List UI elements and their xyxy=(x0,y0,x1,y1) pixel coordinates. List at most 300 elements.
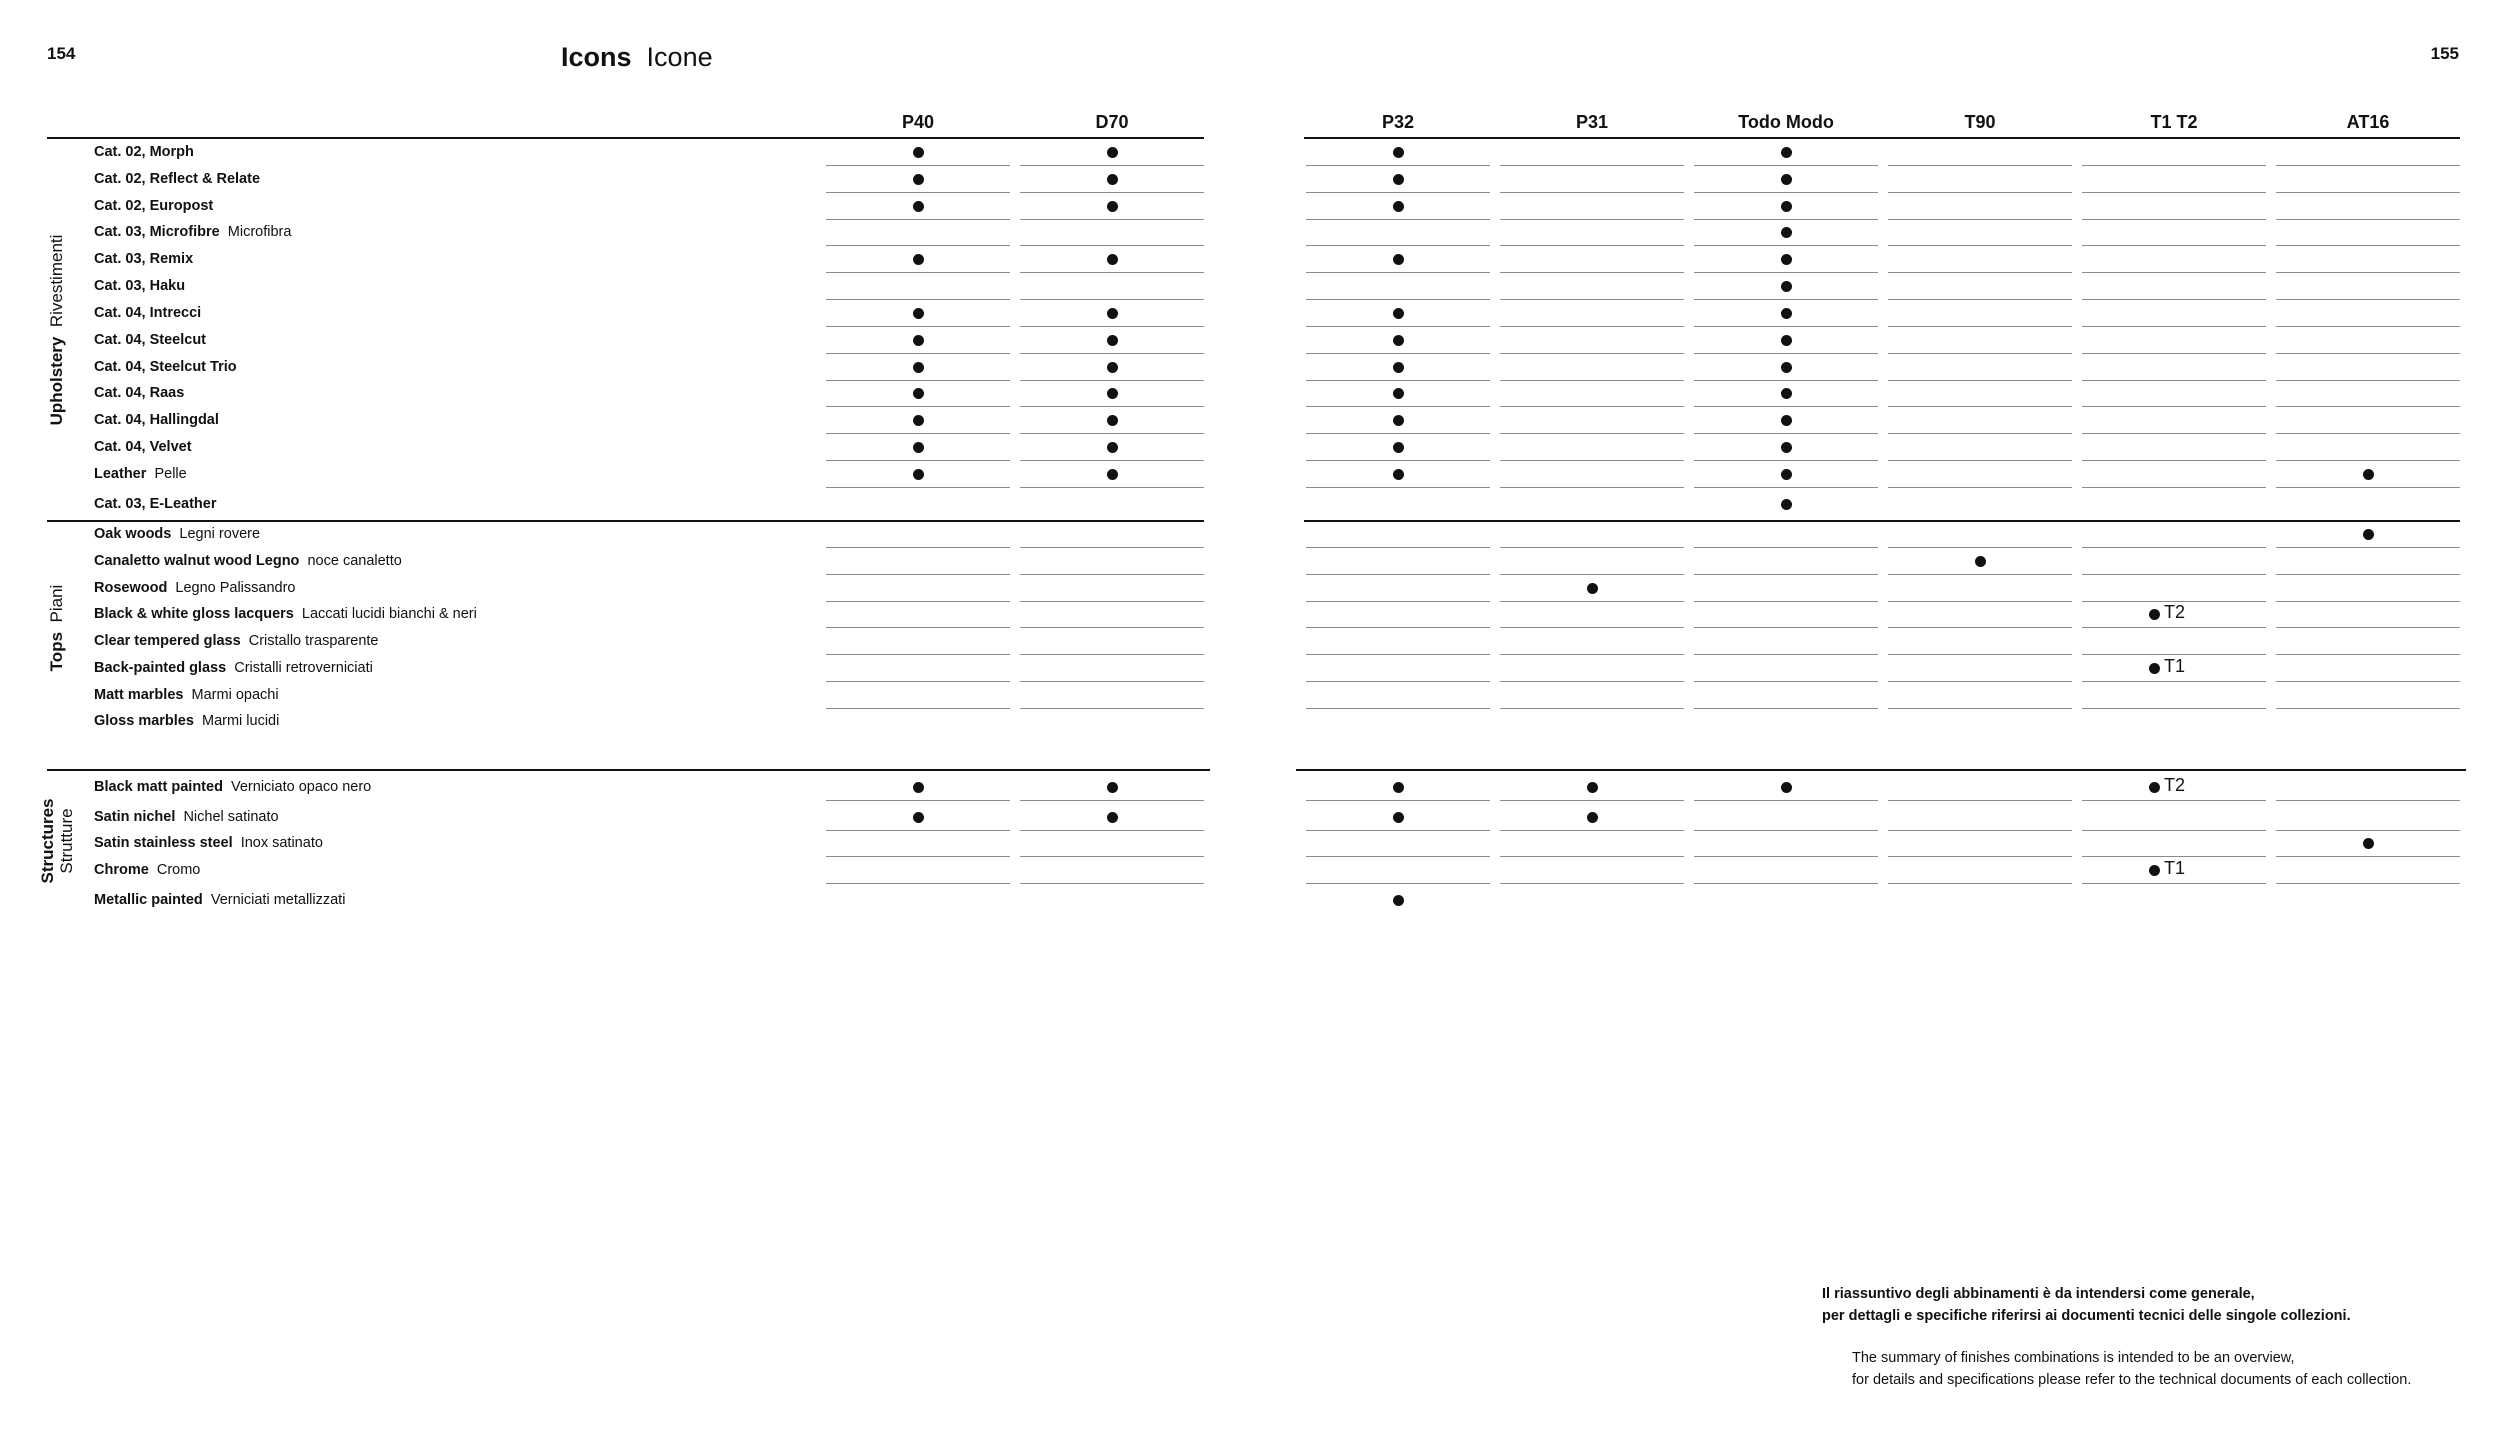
row-rule xyxy=(2082,299,2266,300)
row-label-it: Cristalli retroverniciati xyxy=(234,660,373,676)
section-label-en: Tops xyxy=(47,631,66,672)
row-rule xyxy=(826,406,1010,407)
row-rule xyxy=(1306,708,1490,709)
row-rule xyxy=(2276,272,2460,273)
row-rule xyxy=(2276,406,2460,407)
row-rule xyxy=(1020,299,1204,300)
availability-dot xyxy=(1107,308,1118,319)
section-label-it: Piani xyxy=(47,584,66,623)
row-label-it: Legni rovere xyxy=(179,526,261,542)
availability-dot xyxy=(1781,415,1792,426)
availability-dot xyxy=(913,174,924,185)
row-label-it: Verniciati metallizzati xyxy=(210,892,346,908)
column-header: T1 T2 xyxy=(2150,112,2198,132)
row-label-en: Satin nichel xyxy=(94,809,176,825)
row-rule xyxy=(2276,353,2460,354)
availability-dot xyxy=(1107,782,1118,793)
row-rule xyxy=(1500,883,1684,884)
row-rule xyxy=(1020,460,1204,461)
row-label-en: Cat. 04, Velvet xyxy=(94,439,192,455)
row-rule xyxy=(1306,326,1490,327)
row-label-en: Cat. 04, Steelcut Trio xyxy=(94,359,237,375)
footnote-italian xyxy=(1822,1283,2351,1327)
row-rule xyxy=(1694,883,1878,884)
row-rule xyxy=(1306,460,1490,461)
section-divider xyxy=(47,520,1204,522)
row-rule xyxy=(2082,883,2266,884)
row-label-it: Verniciato opaco nero xyxy=(230,779,372,795)
header-rule xyxy=(1304,137,2460,139)
row-rule xyxy=(1694,856,1878,857)
row-rule xyxy=(1306,883,1490,884)
availability-dot xyxy=(1393,442,1404,453)
section-label xyxy=(38,691,76,991)
row-label-it: Legno Palissandro xyxy=(175,580,296,596)
availability-dot xyxy=(1781,254,1792,265)
row-rule xyxy=(1500,654,1684,655)
row-label-en: Matt marbles xyxy=(94,687,184,703)
row-rule xyxy=(826,681,1010,682)
section-divider xyxy=(47,769,1210,771)
row-rule xyxy=(1306,681,1490,682)
section-label xyxy=(47,180,67,480)
row-label-it: noce canaletto xyxy=(307,553,402,569)
row-rule xyxy=(1020,245,1204,246)
row-rule xyxy=(1888,574,2072,575)
availability-dot xyxy=(1107,442,1118,453)
row-rule xyxy=(1306,380,1490,381)
row-rule xyxy=(1020,856,1204,857)
row-rule xyxy=(1500,326,1684,327)
row-rule xyxy=(2276,219,2460,220)
availability-dot xyxy=(1587,583,1598,594)
row-label-en: Cat. 04, Hallingdal xyxy=(94,412,219,428)
row-rule xyxy=(1694,708,1878,709)
row-rule xyxy=(2276,487,2460,488)
row-label xyxy=(94,437,192,457)
row-rule xyxy=(1888,219,2072,220)
row-rule xyxy=(1888,708,2072,709)
availability-dot xyxy=(1107,335,1118,346)
row-rule xyxy=(1020,433,1204,434)
row-rule xyxy=(1500,460,1684,461)
row-rule xyxy=(2276,380,2460,381)
row-rule xyxy=(826,165,1010,166)
row-rule xyxy=(1306,245,1490,246)
row-label xyxy=(94,169,260,189)
row-rule xyxy=(1500,380,1684,381)
row-rule xyxy=(2082,856,2266,857)
row-rule xyxy=(1694,192,1878,193)
row-rule xyxy=(1694,654,1878,655)
row-rule xyxy=(2082,406,2266,407)
row-rule xyxy=(1500,601,1684,602)
row-label xyxy=(94,777,371,797)
row-label-en: Leather xyxy=(94,466,147,482)
row-rule xyxy=(2082,708,2266,709)
availability-dot xyxy=(1107,388,1118,399)
availability-dot xyxy=(1393,388,1404,399)
row-label-en: Cat. 02, Europost xyxy=(94,198,214,214)
availability-dot xyxy=(2149,609,2160,620)
row-label-en: Cat. 03, Remix xyxy=(94,251,194,267)
row-rule xyxy=(1500,487,1684,488)
availability-dot xyxy=(1393,335,1404,346)
row-rule xyxy=(2082,353,2266,354)
row-rule xyxy=(1500,353,1684,354)
row-rule xyxy=(1020,574,1204,575)
variant-label: T2 xyxy=(2164,602,2186,622)
section-label-en: Structures xyxy=(38,798,57,884)
row-label-it: Marmi lucidi xyxy=(202,713,280,729)
row-rule xyxy=(826,800,1010,801)
row-label-it: Inox satinato xyxy=(240,835,323,851)
section-label-it: Rivestimenti xyxy=(47,234,66,328)
availability-dot xyxy=(913,201,924,212)
row-rule xyxy=(826,601,1010,602)
column-header: P31 xyxy=(1575,112,1609,132)
row-rule xyxy=(2082,380,2266,381)
row-label xyxy=(94,711,279,731)
row-rule xyxy=(826,219,1010,220)
availability-dot xyxy=(913,254,924,265)
availability-dot xyxy=(1107,201,1118,212)
availability-dot xyxy=(1393,308,1404,319)
availability-dot xyxy=(1587,782,1598,793)
row-rule xyxy=(1306,574,1490,575)
row-rule xyxy=(1306,299,1490,300)
row-rule xyxy=(1306,856,1490,857)
row-rule xyxy=(1306,654,1490,655)
row-rule xyxy=(2082,272,2266,273)
row-label-en: Cat. 04, Intrecci xyxy=(94,305,202,321)
availability-dot xyxy=(1393,812,1404,823)
row-rule xyxy=(1500,219,1684,220)
row-label xyxy=(94,249,193,269)
row-rule xyxy=(2082,654,2266,655)
row-rule xyxy=(1500,245,1684,246)
row-label xyxy=(94,410,219,430)
availability-dot xyxy=(1781,499,1792,510)
section-label-en: Upholstery xyxy=(47,336,66,426)
availability-dot xyxy=(2363,838,2374,849)
column-header: T90 xyxy=(1964,112,1996,132)
row-rule xyxy=(1306,830,1490,831)
row-label-en: Chrome xyxy=(94,862,149,878)
row-rule xyxy=(1306,627,1490,628)
row-rule xyxy=(826,433,1010,434)
row-rule xyxy=(1694,299,1878,300)
row-rule xyxy=(1500,856,1684,857)
row-rule xyxy=(2082,192,2266,193)
row-label-it: Laccati lucidi bianchi & neri xyxy=(301,606,477,622)
footnote-italian-line: per dettagli e specifiche riferirsi ai documenti tecnici delle singole collezioni. xyxy=(1822,1308,2351,1324)
section-label-it: Strutture xyxy=(57,808,76,874)
row-rule xyxy=(2276,654,2460,655)
row-rule xyxy=(1500,627,1684,628)
row-label xyxy=(94,494,217,514)
footnote-italian-line: Il riassuntivo degli abbinamenti è da intendersi come generale, xyxy=(1822,1286,2255,1302)
row-label xyxy=(94,807,279,827)
availability-dot xyxy=(1781,362,1792,373)
row-rule xyxy=(826,487,1010,488)
page-title-it: Icone xyxy=(646,42,713,72)
row-label-en: Cat. 04, Raas xyxy=(94,385,185,401)
row-rule xyxy=(1020,601,1204,602)
availability-dot xyxy=(1781,174,1792,185)
availability-dot xyxy=(1393,147,1404,158)
availability-dot xyxy=(1393,895,1404,906)
row-rule xyxy=(826,627,1010,628)
row-rule xyxy=(1306,487,1490,488)
row-label-en: Cat. 03, Haku xyxy=(94,278,186,294)
row-rule xyxy=(1694,380,1878,381)
availability-dot xyxy=(2149,865,2160,876)
row-label xyxy=(94,222,291,242)
row-rule xyxy=(826,830,1010,831)
row-rule xyxy=(2276,433,2460,434)
availability-dot xyxy=(1975,556,1986,567)
row-rule xyxy=(826,883,1010,884)
column-header: P40 xyxy=(901,112,935,132)
row-rule xyxy=(1020,380,1204,381)
row-rule xyxy=(1694,574,1878,575)
section-divider xyxy=(1296,769,2466,771)
availability-dot xyxy=(1107,254,1118,265)
row-rule xyxy=(2276,165,2460,166)
row-rule xyxy=(1888,830,2072,831)
availability-dot xyxy=(1107,415,1118,426)
availability-dot xyxy=(1393,415,1404,426)
row-rule xyxy=(1500,406,1684,407)
row-rule xyxy=(2276,681,2460,682)
row-rule xyxy=(1020,487,1204,488)
row-rule xyxy=(1020,627,1204,628)
row-rule xyxy=(2276,245,2460,246)
row-label-en: Clear tempered glass xyxy=(94,633,241,649)
row-label xyxy=(94,551,402,571)
row-rule xyxy=(1694,165,1878,166)
row-rule xyxy=(2082,547,2266,548)
row-rule xyxy=(1694,272,1878,273)
row-rule xyxy=(826,574,1010,575)
availability-dot xyxy=(2149,782,2160,793)
row-label-en: Gloss marbles xyxy=(94,713,194,729)
row-rule xyxy=(2276,627,2460,628)
availability-dot xyxy=(1393,201,1404,212)
availability-dot xyxy=(1393,174,1404,185)
availability-dot xyxy=(1107,147,1118,158)
row-rule xyxy=(1020,165,1204,166)
row-rule xyxy=(826,353,1010,354)
row-label-en: Cat. 04, Steelcut xyxy=(94,332,207,348)
row-rule xyxy=(2082,800,2266,801)
row-rule xyxy=(1306,601,1490,602)
page-number-right: 155 xyxy=(2430,44,2459,63)
row-rule xyxy=(1694,800,1878,801)
availability-dot xyxy=(1107,812,1118,823)
row-rule xyxy=(1306,192,1490,193)
row-label-it: Marmi opachi xyxy=(191,687,279,703)
row-rule xyxy=(826,272,1010,273)
availability-dot xyxy=(1781,335,1792,346)
row-rule xyxy=(1888,272,2072,273)
row-rule xyxy=(1500,272,1684,273)
row-rule xyxy=(2082,165,2266,166)
column-header: AT16 xyxy=(2346,112,2390,132)
row-rule xyxy=(1694,433,1878,434)
column-header: Todo Modo xyxy=(1738,112,1834,132)
row-rule xyxy=(1694,219,1878,220)
row-rule xyxy=(1888,883,2072,884)
row-rule xyxy=(2082,326,2266,327)
row-rule xyxy=(1888,380,2072,381)
row-rule xyxy=(1694,601,1878,602)
row-label xyxy=(94,631,379,651)
row-rule xyxy=(1888,165,2072,166)
variant-label: T1 xyxy=(2164,858,2186,878)
row-rule xyxy=(1888,460,2072,461)
page-title-en: Icons xyxy=(561,42,632,72)
row-rule xyxy=(1020,708,1204,709)
variant-label: T2 xyxy=(2164,775,2186,795)
availability-dot xyxy=(1781,442,1792,453)
row-rule xyxy=(826,380,1010,381)
row-label xyxy=(94,685,279,705)
availability-dot xyxy=(1781,308,1792,319)
row-rule xyxy=(1694,326,1878,327)
row-label-it: Cromo xyxy=(156,862,201,878)
availability-dot xyxy=(913,147,924,158)
row-rule xyxy=(2276,326,2460,327)
row-label xyxy=(94,276,185,296)
row-rule xyxy=(826,326,1010,327)
row-rule xyxy=(1020,406,1204,407)
availability-dot xyxy=(1781,227,1792,238)
row-label-it: Microfibra xyxy=(227,224,292,240)
row-rule xyxy=(1694,406,1878,407)
variant-label: T1 xyxy=(2164,656,2186,676)
row-label-en: Back-painted glass xyxy=(94,660,227,676)
row-rule xyxy=(826,299,1010,300)
availability-dot xyxy=(1781,782,1792,793)
row-rule xyxy=(1888,800,2072,801)
row-label-it: Pelle xyxy=(154,466,187,482)
row-label xyxy=(94,658,373,678)
row-rule xyxy=(1306,800,1490,801)
row-rule xyxy=(1020,353,1204,354)
row-rule xyxy=(1694,353,1878,354)
row-label-en: Cat. 02, Reflect & Relate xyxy=(94,171,261,187)
row-label-en: Satin stainless steel xyxy=(94,835,233,851)
page-title xyxy=(561,42,713,73)
row-rule xyxy=(1888,192,2072,193)
row-rule xyxy=(1500,708,1684,709)
row-rule xyxy=(1500,433,1684,434)
row-rule xyxy=(2276,708,2460,709)
row-rule xyxy=(2082,627,2266,628)
availability-dot xyxy=(1107,174,1118,185)
row-rule xyxy=(826,547,1010,548)
row-rule xyxy=(1306,272,1490,273)
row-rule xyxy=(1020,326,1204,327)
row-rule xyxy=(2082,245,2266,246)
row-rule xyxy=(1694,245,1878,246)
availability-dot xyxy=(1781,388,1792,399)
row-label xyxy=(94,383,184,403)
row-label xyxy=(94,604,477,624)
row-rule xyxy=(1888,654,2072,655)
row-label xyxy=(94,890,345,910)
row-rule xyxy=(1020,830,1204,831)
row-rule xyxy=(1306,406,1490,407)
row-rule xyxy=(1888,627,2072,628)
row-label-en: Metallic painted xyxy=(94,892,203,908)
row-rule xyxy=(2276,883,2460,884)
row-rule xyxy=(1694,460,1878,461)
row-rule xyxy=(1888,245,2072,246)
row-rule xyxy=(1888,681,2072,682)
row-label-en: Cat. 03, Microfibre xyxy=(94,224,220,240)
row-label xyxy=(94,464,187,484)
row-rule xyxy=(1694,681,1878,682)
row-label xyxy=(94,524,260,544)
row-rule xyxy=(2082,487,2266,488)
availability-dot xyxy=(1107,362,1118,373)
row-rule xyxy=(1500,830,1684,831)
row-rule xyxy=(2276,299,2460,300)
availability-dot xyxy=(1781,147,1792,158)
row-rule xyxy=(1888,406,2072,407)
row-rule xyxy=(1500,547,1684,548)
row-rule xyxy=(2276,574,2460,575)
row-rule xyxy=(826,654,1010,655)
row-rule xyxy=(1306,353,1490,354)
row-rule xyxy=(1500,800,1684,801)
availability-dot xyxy=(1587,812,1598,823)
header-rule xyxy=(47,137,1204,139)
availability-dot xyxy=(1781,469,1792,480)
row-rule xyxy=(826,192,1010,193)
row-rule xyxy=(826,856,1010,857)
row-label-en: Oak woods xyxy=(94,526,172,542)
row-rule xyxy=(1888,433,2072,434)
row-rule xyxy=(1020,547,1204,548)
row-label-it: Cristallo trasparente xyxy=(248,633,379,649)
availability-dot xyxy=(1781,281,1792,292)
availability-dot xyxy=(2363,469,2374,480)
row-rule xyxy=(1888,299,2072,300)
row-label-en: Cat. 03, E-Leather xyxy=(94,496,217,512)
row-label xyxy=(94,330,206,350)
row-rule xyxy=(1888,353,2072,354)
row-rule xyxy=(2082,460,2266,461)
row-label xyxy=(94,578,296,598)
row-rule xyxy=(1020,272,1204,273)
row-rule xyxy=(1888,487,2072,488)
availability-dot xyxy=(1781,201,1792,212)
row-label xyxy=(94,357,237,377)
availability-dot xyxy=(913,782,924,793)
availability-dot xyxy=(913,415,924,426)
row-rule xyxy=(2276,460,2460,461)
row-rule xyxy=(2276,601,2460,602)
availability-dot xyxy=(2363,529,2374,540)
row-rule xyxy=(2082,574,2266,575)
row-rule xyxy=(1888,547,2072,548)
row-rule xyxy=(1888,856,2072,857)
row-rule xyxy=(2082,433,2266,434)
